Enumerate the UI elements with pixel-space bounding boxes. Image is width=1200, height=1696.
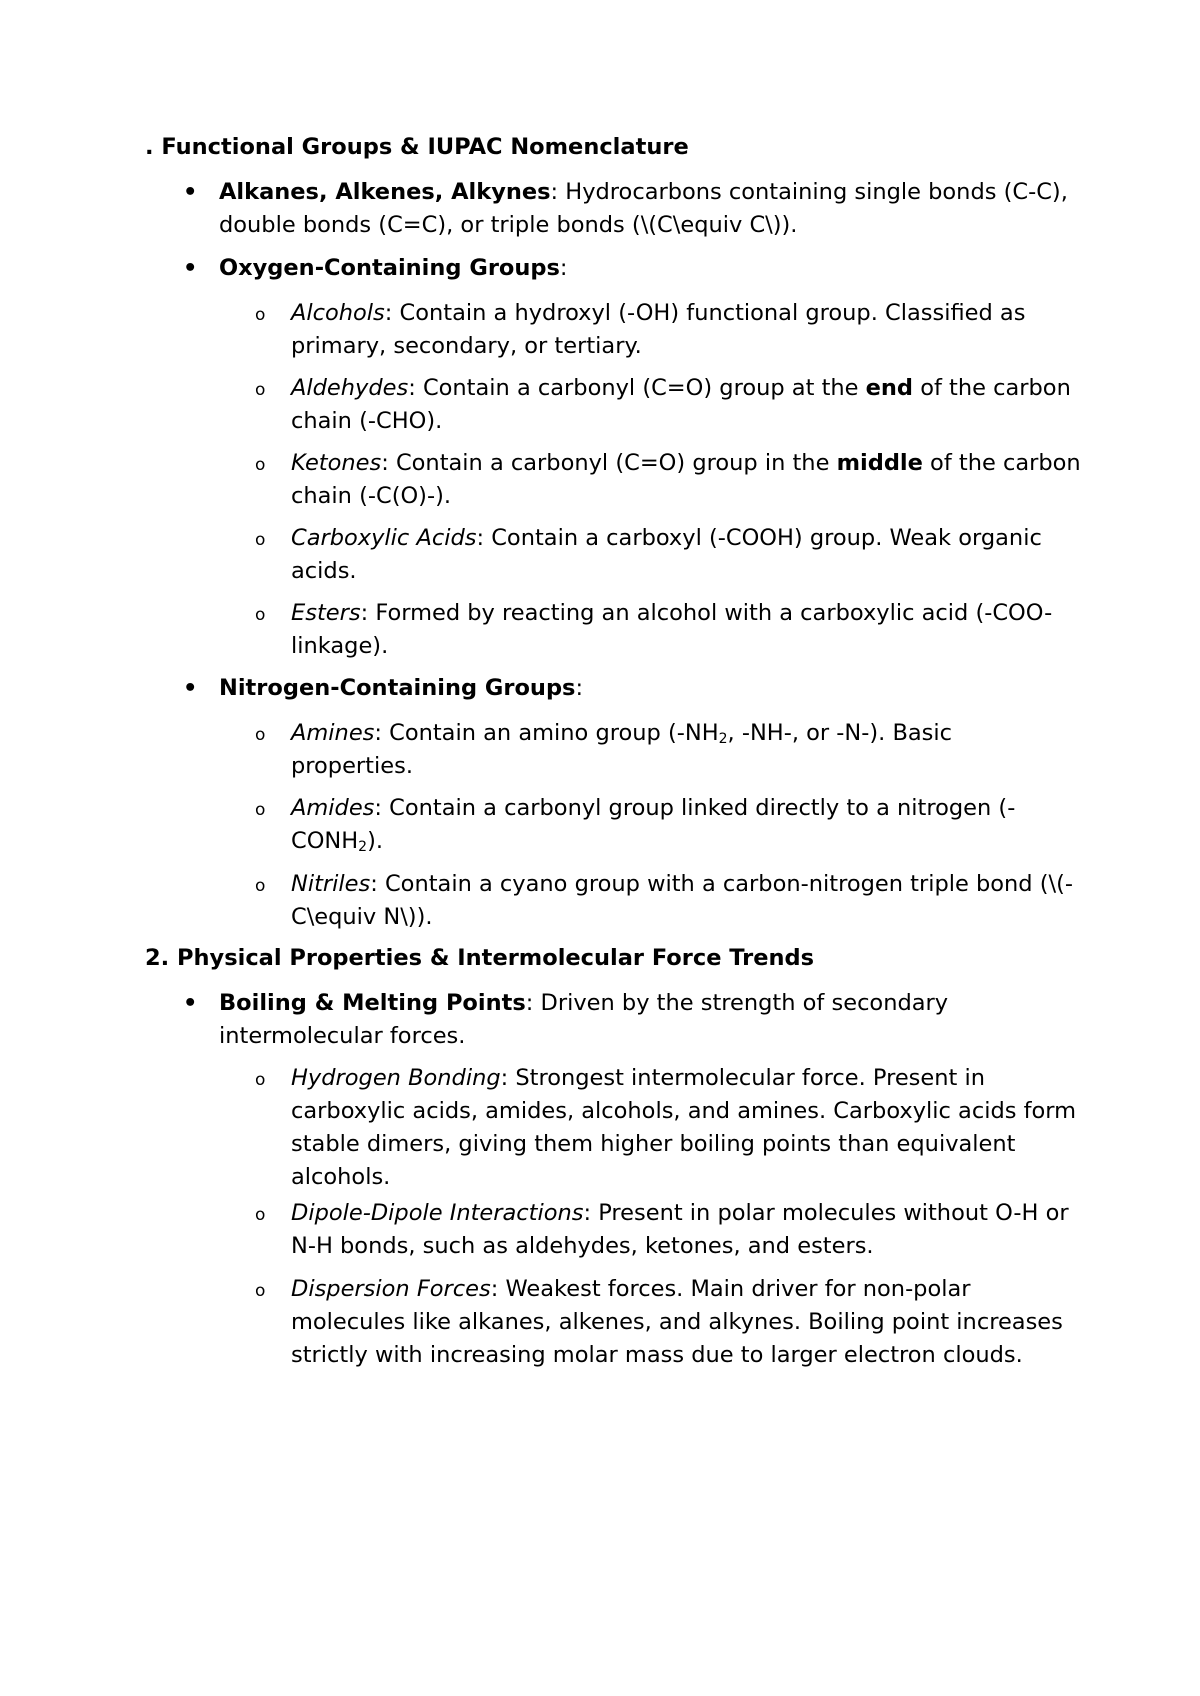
bullet-icon: • [183,990,198,1016]
subscript-2: 2 [358,839,368,855]
item-colon: : [490,1276,506,1302]
sub-item-term: Carboxylic Acids [291,525,477,551]
list-item-oxygen-groups [183,252,1079,285]
sub-item-term: Hydrogen Bonding [291,1065,501,1091]
sub-item-text: Contain a carbonyl group linked directly to a nitrogen (-CONH [291,795,1016,854]
sub-item-dispersion-forces [255,1273,1081,1372]
section-heading-physical-properties: 2. Physical Properties & Intermolecular Force Trends [145,945,815,971]
item-colon: : [374,795,390,821]
sub-item-text-end: of the carbon chain (-CHO). [291,375,1071,434]
sub-bullet-icon: o [255,530,266,550]
item-colon: : [500,1065,516,1091]
sub-item-amides [255,792,1081,858]
item-colon: : [550,179,566,205]
item-colon: : [370,871,385,897]
sub-item-term: Esters [291,600,361,626]
sub-item-text: Present in polar molecules without O-H or N-H bonds, such as aldehydes, ketones, and esters. [291,1200,1069,1259]
sub-item-amines [255,717,1081,783]
list-item-alkanes [183,176,1079,242]
sub-item-nitriles [255,868,1081,934]
item-term: Nitrogen-Containing Groups [219,675,576,701]
sub-item-ketones [255,447,1081,513]
section-heading-functional-groups: . Functional Groups & IUPAC Nomenclature [145,134,689,160]
sub-item-term: Dipole-Dipole Interactions [291,1200,584,1226]
sub-item-text-end: , -NH-, or -N-). Basic properties. [291,720,953,779]
sub-item-term: Dispersion Forces [291,1276,491,1302]
sub-item-term: Amides [291,795,375,821]
sub-item-text: Contain a carboxyl (-COOH) group. Weak organic acids. [291,525,1042,584]
item-colon: : [525,990,541,1016]
item-colon: : [559,255,568,281]
sub-item-term: Nitriles [291,871,371,897]
emphasis-middle: middle [836,450,923,476]
bullet-icon: • [183,255,198,281]
sub-item-text: Weakest forces. Main driver for non-polar molecules like alkanes, alkenes, and alkynes. Boiling point increases strictly with increasing molar mass due to larger electron clouds. [291,1276,1063,1368]
item-colon: : [575,675,584,701]
sub-bullet-icon: o [255,380,266,400]
item-colon: : [360,600,376,626]
sub-bullet-icon: o [255,725,266,745]
item-colon: : [476,525,492,551]
sub-item-text: Contain an amino group (-NH [389,720,719,746]
item-colon: : [583,1200,599,1226]
sub-item-term: Ketones [291,450,382,476]
bullet-icon: • [183,179,198,205]
sub-bullet-icon: o [255,800,266,820]
item-colon: : [384,300,400,326]
sub-bullet-icon: o [255,1070,266,1090]
subscript-2: 2 [718,731,728,747]
sub-bullet-icon: o [255,305,266,325]
bullet-icon: • [183,675,198,701]
sub-item-term: Alcohols [291,300,385,326]
sub-item-text: Contain a cyano group with a carbon-nitrogen triple bond (\(-C\equiv N\)). [291,871,1073,930]
sub-item-text: Contain a carbonyl (C=O) group at the [422,375,866,401]
sub-item-aldehydes [255,372,1081,438]
sub-item-text: Contain a hydroxyl (-OH) functional group. Classified as primary, secondary, or tertiary. [291,300,1026,359]
sub-item-hydrogen-bonding [255,1062,1081,1194]
item-term: Alkanes, Alkenes, Alkynes [219,179,551,205]
item-colon: : [381,450,396,476]
item-colon: : [374,720,390,746]
list-item-nitrogen-groups [183,672,1079,705]
item-text: Driven by the strength of secondary intermolecular forces. [219,990,949,1049]
sub-item-esters [255,597,1081,663]
sub-item-text-end: ). [367,828,384,854]
sub-bullet-icon: o [255,605,266,625]
sub-item-term: Amines [291,720,375,746]
list-item-boiling-melting [183,987,1079,1053]
sub-item-text: Contain a carbonyl (C=O) group in the [395,450,837,476]
sub-item-term: Aldehydes [291,375,409,401]
sub-item-dipole-dipole [255,1197,1081,1263]
item-text: Hydrocarbons containing single bonds (C-C), double bonds (C=C), or triple bonds (\(C\equiv C\)). [219,179,1068,238]
sub-item-alcohols [255,297,1081,363]
sub-bullet-icon: o [255,1205,266,1225]
sub-bullet-icon: o [255,876,266,896]
sub-bullet-icon: o [255,1281,266,1301]
sub-item-text: Formed by reacting an alcohol with a carboxylic acid (-COO- linkage). [291,600,1053,659]
item-term: Boiling & Melting Points [219,990,526,1016]
sub-bullet-icon: o [255,455,266,475]
sub-item-text-end: of the carbon chain (-C(O)-). [291,450,1081,509]
item-colon: : [408,375,423,401]
item-term: Oxygen-Containing Groups [219,255,560,281]
sub-item-text: Strongest intermolecular force. Present in carboxylic acids, amides, alcohols, and amines. Carboxylic acids form stable dimers, giving them higher boiling points than equivalent alcohols. [291,1065,1077,1190]
sub-item-carboxylic-acids [255,522,1081,588]
emphasis-end: end [865,375,914,401]
